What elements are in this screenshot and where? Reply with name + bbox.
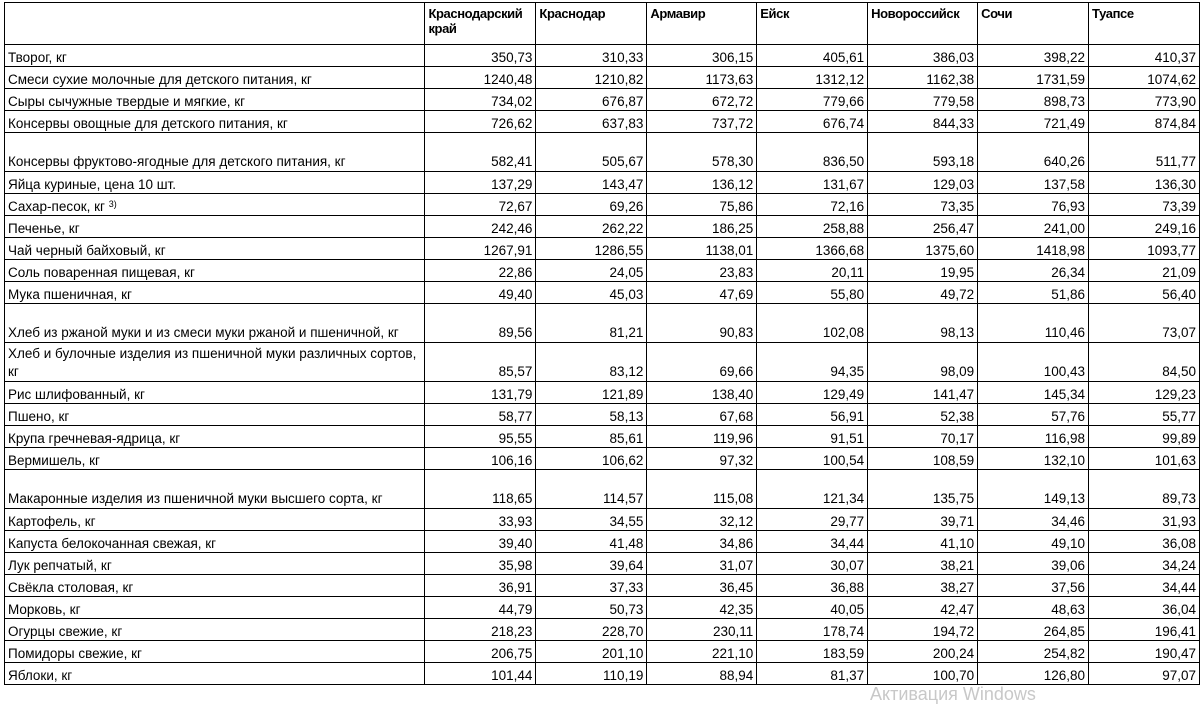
price-cell: 31,07 (647, 553, 757, 575)
price-cell: 241,00 (978, 216, 1089, 238)
price-cell: 41,48 (536, 531, 647, 553)
price-cell: 39,71 (868, 509, 978, 531)
price-cell: 511,77 (1089, 133, 1200, 172)
price-cell: 21,09 (1089, 260, 1200, 282)
price-cell: 31,93 (1089, 509, 1200, 531)
price-cell: 1286,55 (536, 238, 647, 260)
price-cell: 42,35 (647, 597, 757, 619)
price-cell: 39,40 (425, 531, 536, 553)
price-cell: 640,26 (978, 133, 1089, 172)
table-row (5, 553, 1200, 575)
price-cell: 35,98 (425, 553, 536, 575)
price-cell: 136,30 (1089, 172, 1200, 194)
price-cell: 55,80 (757, 282, 868, 304)
table-row (5, 216, 1200, 238)
table-row (5, 172, 1200, 194)
price-cell: 42,47 (868, 597, 978, 619)
price-cell: 264,85 (978, 619, 1089, 641)
price-cell: 119,96 (647, 426, 757, 448)
price-cell: 81,21 (536, 304, 647, 343)
price-cell: 242,46 (425, 216, 536, 238)
price-cell: 138,40 (647, 382, 757, 404)
price-cell: 38,27 (868, 575, 978, 597)
product-name: Вермишель, кг (8, 453, 100, 468)
product-name-cell (5, 663, 425, 685)
price-cell: 58,77 (425, 404, 536, 426)
table-body (5, 45, 1200, 685)
price-cell: 67,68 (647, 404, 757, 426)
product-name-cell (5, 172, 425, 194)
price-cell: 118,65 (425, 470, 536, 509)
price-cell: 49,72 (868, 282, 978, 304)
product-name: Консервы фруктово-ягодные для детского питания, кг (8, 154, 346, 169)
product-name-cell (5, 238, 425, 260)
price-cell: 582,41 (425, 133, 536, 172)
product-name-cell (5, 597, 425, 619)
price-cell: 41,10 (868, 531, 978, 553)
table-row (5, 260, 1200, 282)
price-cell: 34,44 (757, 531, 868, 553)
price-cell: 1267,91 (425, 238, 536, 260)
price-cell: 126,80 (978, 663, 1089, 685)
price-cell: 100,70 (868, 663, 978, 685)
price-cell: 143,47 (536, 172, 647, 194)
price-cell: 101,63 (1089, 448, 1200, 470)
price-cell: 47,69 (647, 282, 757, 304)
price-cell: 149,13 (978, 470, 1089, 509)
price-cell: 34,55 (536, 509, 647, 531)
price-cell: 81,37 (757, 663, 868, 685)
price-cell: 186,25 (647, 216, 757, 238)
product-name-cell (5, 45, 425, 67)
price-cell: 22,86 (425, 260, 536, 282)
price-cell: 129,49 (757, 382, 868, 404)
table-row (5, 67, 1200, 89)
product-name-cell (5, 282, 425, 304)
product-name: Капуста белокочанная свежая, кг (8, 536, 217, 551)
price-cell: 145,34 (978, 382, 1089, 404)
price-cell: 23,83 (647, 260, 757, 282)
product-name: Соль поваренная пищевая, кг (8, 265, 195, 280)
product-name-cell (5, 67, 425, 89)
product-name: Хлеб и булочные изделия из пшеничной муки различных сортов, кг (8, 346, 417, 379)
price-cell: 32,12 (647, 509, 757, 531)
price-cell: 50,73 (536, 597, 647, 619)
price-cell: 194,72 (868, 619, 978, 641)
price-cell: 505,67 (536, 133, 647, 172)
price-cell: 183,59 (757, 641, 868, 663)
price-cell: 121,89 (536, 382, 647, 404)
product-name-cell (5, 343, 425, 382)
product-name: Смеси сухие молочные для детского питания, кг (8, 72, 312, 87)
product-name-cell (5, 553, 425, 575)
price-cell: 85,57 (425, 343, 536, 382)
header-region: Новороссийск (868, 3, 978, 45)
price-cell: 410,37 (1089, 45, 1200, 67)
product-name: Крупа гречневая-ядрица, кг (8, 431, 181, 446)
table-row (5, 597, 1200, 619)
header-region: Краснодар (536, 3, 647, 45)
price-cell: 228,70 (536, 619, 647, 641)
header-row (5, 3, 1200, 45)
price-cell: 836,50 (757, 133, 868, 172)
price-cell: 34,24 (1089, 553, 1200, 575)
price-cell: 230,11 (647, 619, 757, 641)
header-region: Краснодарский край (425, 3, 536, 45)
price-cell: 306,15 (647, 45, 757, 67)
price-cell: 49,40 (425, 282, 536, 304)
product-name-cell (5, 470, 425, 509)
product-name-cell (5, 531, 425, 553)
price-cell: 39,06 (978, 553, 1089, 575)
price-cell: 137,29 (425, 172, 536, 194)
price-cell: 178,74 (757, 619, 868, 641)
price-cell: 102,08 (757, 304, 868, 343)
price-cell: 98,09 (868, 343, 978, 382)
price-cell: 129,23 (1089, 382, 1200, 404)
price-cell: 131,67 (757, 172, 868, 194)
price-cell: 110,19 (536, 663, 647, 685)
product-name: Огурцы свежие, кг (8, 624, 123, 639)
price-cell: 36,88 (757, 575, 868, 597)
price-cell: 51,86 (978, 282, 1089, 304)
price-cell: 24,05 (536, 260, 647, 282)
table-row (5, 194, 1200, 216)
price-cell: 85,61 (536, 426, 647, 448)
product-name: Макаронные изделия из пшеничной муки высшего сорта, кг (8, 491, 383, 506)
table-row (5, 89, 1200, 111)
header-region: Туапсе (1089, 3, 1200, 45)
price-cell: 726,62 (425, 111, 536, 133)
price-cell: 1366,68 (757, 238, 868, 260)
price-cell: 108,59 (868, 448, 978, 470)
price-cell: 386,03 (868, 45, 978, 67)
price-cell: 98,13 (868, 304, 978, 343)
price-cell: 34,86 (647, 531, 757, 553)
price-cell: 72,67 (425, 194, 536, 216)
price-cell: 672,72 (647, 89, 757, 111)
price-cell: 34,46 (978, 509, 1089, 531)
price-cell: 56,91 (757, 404, 868, 426)
product-name: Чай черный байховый, кг (8, 243, 166, 258)
price-cell: 1138,01 (647, 238, 757, 260)
price-cell: 350,73 (425, 45, 536, 67)
table-row (5, 426, 1200, 448)
price-cell: 36,45 (647, 575, 757, 597)
product-name-cell (5, 133, 425, 172)
price-cell: 132,10 (978, 448, 1089, 470)
price-cell: 29,77 (757, 509, 868, 531)
price-cell: 129,03 (868, 172, 978, 194)
price-cell: 52,38 (868, 404, 978, 426)
product-name-cell (5, 575, 425, 597)
table-row (5, 238, 1200, 260)
price-cell: 256,47 (868, 216, 978, 238)
product-name: Яблоки, кг (8, 668, 73, 683)
price-cell: 101,44 (425, 663, 536, 685)
table-row (5, 282, 1200, 304)
price-cell: 36,91 (425, 575, 536, 597)
price-cell: 56,40 (1089, 282, 1200, 304)
price-cell: 40,05 (757, 597, 868, 619)
price-cell: 19,95 (868, 260, 978, 282)
price-cell: 1074,62 (1089, 67, 1200, 89)
price-cell: 310,33 (536, 45, 647, 67)
price-cell: 249,16 (1089, 216, 1200, 238)
price-cell: 1731,59 (978, 67, 1089, 89)
product-name-cell (5, 111, 425, 133)
price-cell: 196,41 (1089, 619, 1200, 641)
price-cell: 89,56 (425, 304, 536, 343)
price-cell: 137,58 (978, 172, 1089, 194)
price-cell: 58,13 (536, 404, 647, 426)
price-cell: 131,79 (425, 382, 536, 404)
price-cell: 36,08 (1089, 531, 1200, 553)
price-cell: 73,35 (868, 194, 978, 216)
price-cell: 1418,98 (978, 238, 1089, 260)
price-cell: 73,39 (1089, 194, 1200, 216)
header-region: Армавир (647, 3, 757, 45)
table-row (5, 133, 1200, 172)
price-cell: 676,74 (757, 111, 868, 133)
footnote-mark: 3) (108, 199, 117, 209)
header-region: Ейск (757, 3, 868, 45)
table-row (5, 343, 1200, 382)
price-cell: 398,22 (978, 45, 1089, 67)
price-cell: 84,50 (1089, 343, 1200, 382)
price-cell: 676,87 (536, 89, 647, 111)
price-cell: 190,47 (1089, 641, 1200, 663)
price-cell: 1162,38 (868, 67, 978, 89)
table-row (5, 509, 1200, 531)
price-cell: 874,84 (1089, 111, 1200, 133)
product-name-cell (5, 194, 425, 216)
price-cell: 69,26 (536, 194, 647, 216)
price-cell: 218,23 (425, 619, 536, 641)
product-name-cell (5, 404, 425, 426)
product-name: Морковь, кг (8, 602, 81, 617)
header-product (5, 3, 425, 45)
product-name-cell (5, 619, 425, 641)
price-cell: 37,56 (978, 575, 1089, 597)
price-cell: 1210,82 (536, 67, 647, 89)
price-cell: 36,04 (1089, 597, 1200, 619)
price-cell: 89,73 (1089, 470, 1200, 509)
price-cell: 779,66 (757, 89, 868, 111)
price-cell: 593,18 (868, 133, 978, 172)
price-cell: 99,89 (1089, 426, 1200, 448)
price-cell: 262,22 (536, 216, 647, 238)
price-cell: 45,03 (536, 282, 647, 304)
product-name: Свёкла столовая, кг (8, 580, 134, 595)
table-row (5, 663, 1200, 685)
table-row (5, 575, 1200, 597)
price-cell: 97,32 (647, 448, 757, 470)
product-name: Рис шлифованный, кг (8, 387, 145, 402)
price-cell: 83,12 (536, 343, 647, 382)
price-cell: 55,77 (1089, 404, 1200, 426)
product-name: Печенье, кг (8, 221, 80, 236)
price-cell: 38,21 (868, 553, 978, 575)
product-name-cell (5, 641, 425, 663)
price-cell: 94,35 (757, 343, 868, 382)
price-table (4, 2, 1200, 685)
price-cell: 30,07 (757, 553, 868, 575)
price-cell: 76,93 (978, 194, 1089, 216)
price-cell: 39,64 (536, 553, 647, 575)
price-cell: 779,58 (868, 89, 978, 111)
header-region: Сочи (978, 3, 1089, 45)
table-row (5, 304, 1200, 343)
table-row (5, 448, 1200, 470)
price-cell: 1312,12 (757, 67, 868, 89)
price-cell: 20,11 (757, 260, 868, 282)
price-cell: 206,75 (425, 641, 536, 663)
price-cell: 1173,63 (647, 67, 757, 89)
price-cell: 75,86 (647, 194, 757, 216)
price-cell: 114,57 (536, 470, 647, 509)
product-name-cell (5, 448, 425, 470)
price-cell: 44,79 (425, 597, 536, 619)
price-cell: 115,08 (647, 470, 757, 509)
table-row (5, 641, 1200, 663)
product-name-cell (5, 382, 425, 404)
product-name: Хлеб из ржаной муки и из смеси муки ржаной и пшеничной, кг (8, 325, 399, 340)
price-cell: 737,72 (647, 111, 757, 133)
product-name: Мука пшеничная, кг (8, 287, 132, 302)
price-cell: 106,16 (425, 448, 536, 470)
price-cell: 48,63 (978, 597, 1089, 619)
product-name-cell (5, 304, 425, 343)
price-cell: 100,54 (757, 448, 868, 470)
price-cell: 405,61 (757, 45, 868, 67)
price-cell: 200,24 (868, 641, 978, 663)
product-name-cell (5, 89, 425, 111)
product-name: Творог, кг (8, 50, 67, 65)
table-row (5, 45, 1200, 67)
price-cell: 136,12 (647, 172, 757, 194)
price-cell: 95,55 (425, 426, 536, 448)
price-cell: 37,33 (536, 575, 647, 597)
price-cell: 116,98 (978, 426, 1089, 448)
price-cell: 578,30 (647, 133, 757, 172)
price-cell: 637,83 (536, 111, 647, 133)
product-name: Сахар-песок, кг (8, 199, 105, 214)
price-cell: 1375,60 (868, 238, 978, 260)
price-cell: 721,49 (978, 111, 1089, 133)
product-name: Лук репчатый, кг (8, 558, 112, 573)
table-row (5, 531, 1200, 553)
price-cell: 141,47 (868, 382, 978, 404)
product-name-cell (5, 509, 425, 531)
price-cell: 34,44 (1089, 575, 1200, 597)
price-cell: 254,82 (978, 641, 1089, 663)
price-cell: 69,66 (647, 343, 757, 382)
product-name-cell (5, 216, 425, 238)
price-cell: 73,07 (1089, 304, 1200, 343)
price-cell: 201,10 (536, 641, 647, 663)
price-cell: 91,51 (757, 426, 868, 448)
table-row (5, 382, 1200, 404)
price-cell: 97,07 (1089, 663, 1200, 685)
price-cell: 121,34 (757, 470, 868, 509)
price-cell: 106,62 (536, 448, 647, 470)
product-name: Сыры сычужные твердые и мягкие, кг (8, 94, 246, 109)
product-name: Помидоры свежие, кг (8, 646, 142, 661)
price-cell: 33,93 (425, 509, 536, 531)
price-cell: 70,17 (868, 426, 978, 448)
price-cell: 734,02 (425, 89, 536, 111)
price-cell: 844,33 (868, 111, 978, 133)
windows-activation-watermark: Активация Windows (870, 684, 1036, 704)
price-cell: 258,88 (757, 216, 868, 238)
price-cell: 1240,48 (425, 67, 536, 89)
table-row (5, 470, 1200, 509)
price-cell: 88,94 (647, 663, 757, 685)
price-cell: 100,43 (978, 343, 1089, 382)
price-cell: 1093,77 (1089, 238, 1200, 260)
price-cell: 221,10 (647, 641, 757, 663)
product-name-cell (5, 426, 425, 448)
price-cell: 773,90 (1089, 89, 1200, 111)
table-row (5, 404, 1200, 426)
product-name: Пшено, кг (8, 409, 70, 424)
price-cell: 135,75 (868, 470, 978, 509)
price-cell: 57,76 (978, 404, 1089, 426)
product-name: Картофель, кг (8, 514, 96, 529)
product-name-cell (5, 260, 425, 282)
price-cell: 898,73 (978, 89, 1089, 111)
table-row (5, 619, 1200, 641)
product-name: Яйца куриные, цена 10 шт. (8, 177, 176, 192)
table-row (5, 111, 1200, 133)
price-cell: 26,34 (978, 260, 1089, 282)
price-cell: 110,46 (978, 304, 1089, 343)
price-cell: 72,16 (757, 194, 868, 216)
product-name: Консервы овощные для детского питания, кг (8, 116, 288, 131)
price-cell: 90,83 (647, 304, 757, 343)
price-cell: 49,10 (978, 531, 1089, 553)
